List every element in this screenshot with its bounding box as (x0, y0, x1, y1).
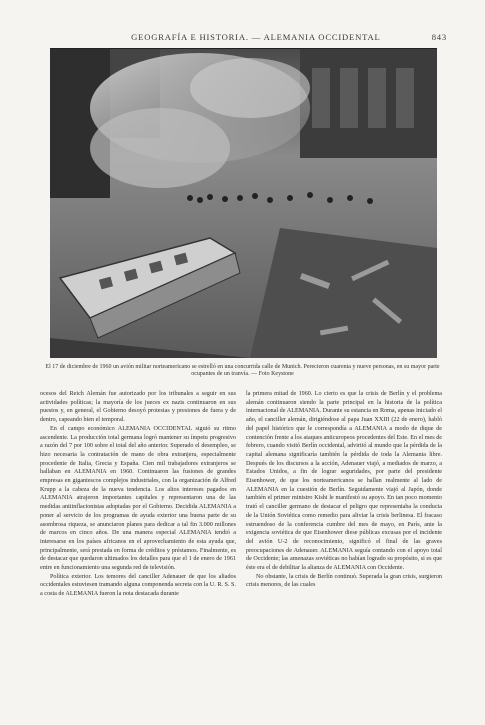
running-title: GEOGRAFÍA E HISTORIA. — ALEMANIA OCCIDENTAL (131, 32, 381, 42)
photo-caption: El 17 de diciembre de 1960 un avión militar norteamericano se estrelló en una concurrida calle de Munich. Perecieron cuarenta y nueve personas, en su mayor parte ocupantes de un tranvía. — Foto Keystone (45, 364, 440, 378)
left-column (40, 390, 236, 702)
page-number: 843 (431, 32, 447, 42)
paragraph: la primera mitad de 1960. Lo cierto es que la crisis de Berlín y el problema alemán continuaron siendo la parte principal en la historia de la política internacional de ALEMANIA. Durante su estancia en Roma, apenas iniciado el año, el canciller alemán, dirigiéndose al papa Juan XXIII (22 de enero), habló del papel histórico que le correspondía a ALEMANIA a modo de dique de contención frente a los ataques anticuropeos procedentes del Este. En el mes de febrero, cuando visitó Berlín occidental, advirtió al mundo que la pérdida de la capital alemana significaría también la pérdida de toda la Alemania libre. Después de los discursos a la acción, Adenauer viajó, a mediados de marzo, a Estados Unidos, a fin de lograr seguridades, por parte del presidente Eisenhower, de que los norteamericanos se hallan realmente al lado de ALEMANIA en la cuestión de Berlín. Seguidamente viajó al Japón, donde también el primer ministro Kishi le manifestó su apoyo. En tan poco momento trató el canciller germano de destacar el peligro que representaba la conducta de la Unión Soviética como remedio para aliviar la crisis berlinesa. El fracaso estruendoso de la conferencia cumbre del mes de mayo, en París, ante la exigencia soviética de que Eisenhower diese públicas excusas por el incidente del avión U-2 de reconocimiento, significó el final de las graves preocupaciones de Adenauer. ALEMANIA seguía contando con el apoyo total de Occidente; las amenazas soviéticas no habían logrado su propósito, si es que éste era el de debilitar la alianza de ALEMANIA con Occidente. (246, 391, 442, 572)
article-body (40, 390, 442, 702)
right-column (246, 390, 442, 702)
photo-plane-crash-street-icon (50, 48, 437, 358)
paragraph: Política exterior. Los temores del canciller Adenauer de que los aliados occidentales estuviesen tramando alguna componenda secreta con la U. R. S. S. a costa de ALEMANIA fueron la nota destacada durante (40, 573, 236, 598)
paragraph: ocesos del Reich Alemán fue autorizado por los tribunales a seguir en sus actividades políticas; la mayoría de los jueces ex nazis continuaron en sus puestos y, en general, el Gobierno desoyó protestas y presiones de fuera y de dentro, capeando bien el temporal. (40, 391, 236, 424)
paragraph: En el campo económico ALEMANIA OCCIDENTAL siguió su ritmo ascendente. La producción total germana logró mantener su ímpetu progresivo a razón del 7 por 100 sobre el total del año anterior. Superado el desempleo, se hizo necesaria la contratación de mano de obra extranjera, especialmente procedente de Italia, Grecia y España. Cien mil trabajadores extranjeros se hallaban en ALEMANIA en 1960. Continuaron las fusiones de grandes empresas en gigantescos complejos industriales, con la organización de Alfred Krupp a la cabeza de la nueva tendencia. Los altos intereses pagados en ALEMANIA atrajeron importantes capitales y representaron una de las medidas antiinflacionistas adoptadas por el Gobierno. Decidida ALEMANIA a poner al servicio de los programas de ayuda exterior una buena parte de su asombrosa riqueza, se anunciaron planes para dedicar a tal fin 3.000 millones de marcos en cinco años. De una manera especial ALEMANIA tendió a interesarse en los países africanos en el aprovechamiento de esta ayuda que, principalmente, será prestada en forma de créditos y préstamos. Finalmente, es de destacar que quedaron ultimados los detalles para que el 1 de enero de 1961 entre en funcionamiento una segunda red de televisión. (40, 425, 236, 572)
running-header (40, 32, 447, 42)
news-photo (50, 48, 437, 358)
paragraph: No obstante, la crisis de Berlín continuó. Superada la gran crisis, surgieron crisis menores, de las cuales (246, 573, 442, 589)
